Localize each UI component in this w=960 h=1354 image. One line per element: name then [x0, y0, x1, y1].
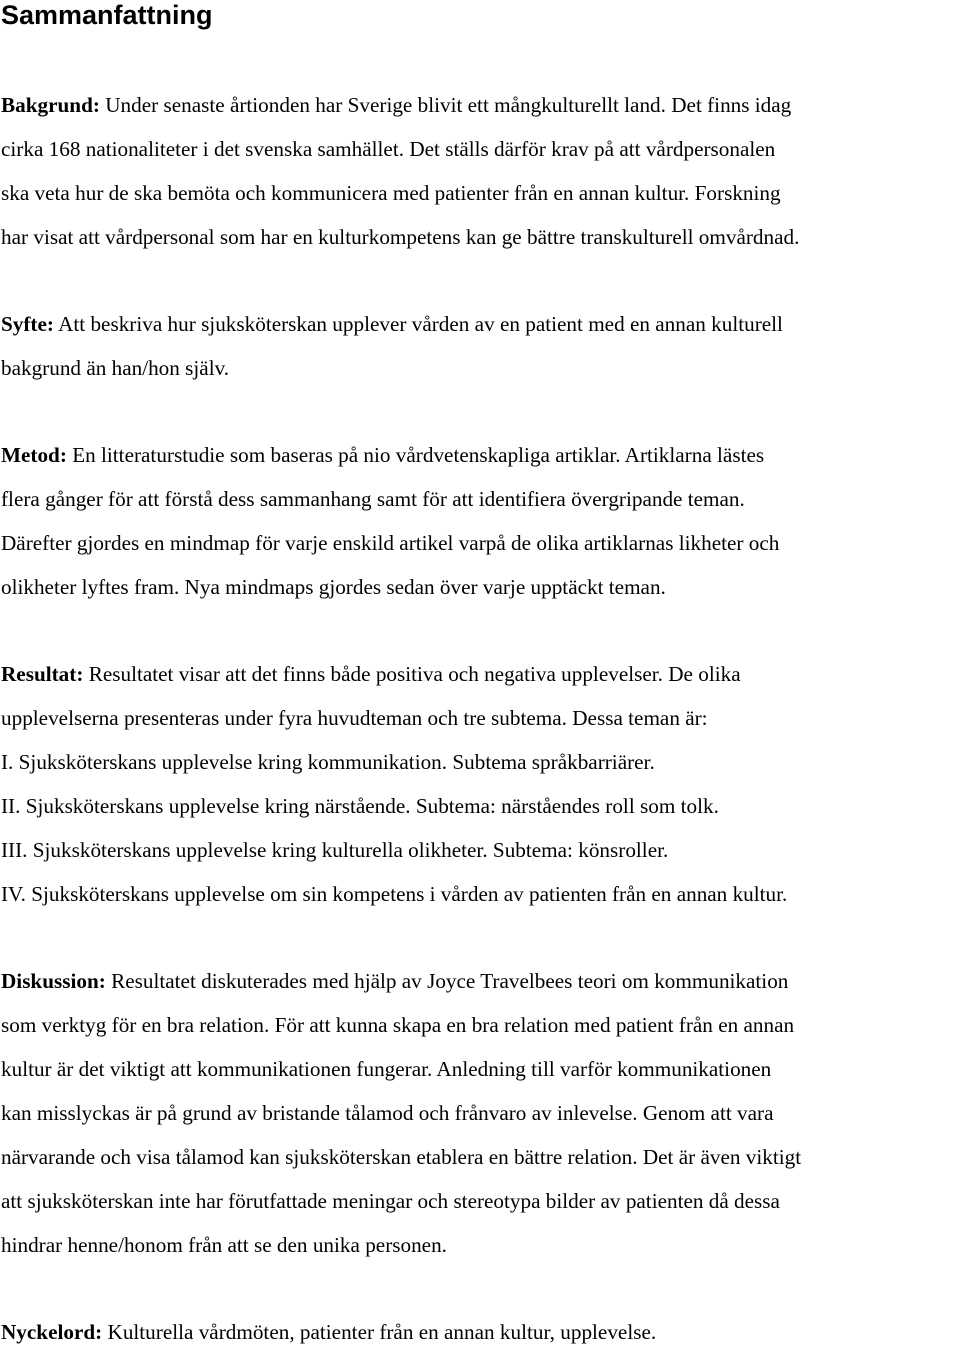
paragraph-line: flera gånger för att förstå dess sammanhang samt för att identifiera övergripande teman. [1, 487, 745, 511]
section-diskussion [1, 959, 960, 1267]
paragraph-line: kultur är det viktigt att kommunikationen fungerar. Anledning till varför kommunikationen [1, 1057, 772, 1081]
paragraph-line: kan misslyckas är på grund av bristande tålamod och frånvaro av inlevelse. Genom att vara [1, 1101, 774, 1125]
section-label: Syfte: [1, 312, 54, 336]
paragraph-line: Därefter gjordes en mindmap för varje enskild artikel varpå de olika artiklarnas likheter och [1, 531, 780, 555]
section-label: Metod: [1, 443, 67, 467]
paragraph-text: Resultatet diskuterades med hjälp av Joyce Travelbees teori om kommunikation [105, 969, 789, 993]
section-label: Diskussion: [1, 969, 106, 993]
section-label: Nyckelord: [1, 1320, 103, 1344]
section-label: Bakgrund: [1, 93, 100, 117]
paragraph-line: som verktyg för en bra relation. För att kunna skapa en bra relation med patient från en annan [1, 1013, 795, 1037]
paragraph-line: upplevelserna presenteras under fyra huvudteman och tre subtema. Dessa teman är: [1, 706, 708, 730]
spacer [1, 259, 960, 302]
paragraph-text: Kulturella vårdmöten, patienter från en annan kultur, upplevelse. [102, 1320, 657, 1344]
spacer [1, 916, 960, 959]
paragraph-line: hindrar henne/honom från att se den unika personen. [1, 1233, 447, 1257]
theme-item: I. Sjuksköterskans upplevelse kring kommunikation. Subtema språkbarriärer. [1, 750, 655, 774]
section-syfte [1, 302, 960, 390]
paragraph-line: bakgrund än han/hon själv. [1, 356, 230, 380]
paragraph-line: närvarande och visa tålamod kan sjuksköterskan etablera en bättre relation. Det är även viktigt [1, 1145, 802, 1169]
paragraph-line [1, 652, 960, 696]
theme-item: III. Sjuksköterskans upplevelse kring kulturella olikheter. Subtema: könsroller. [1, 838, 669, 862]
spacer [1, 1267, 960, 1310]
page-title: Sammanfattning [1, 0, 213, 30]
theme-item: II. Sjuksköterskans upplevelse kring närstående. Subtema: närståendes roll som tolk. [1, 794, 719, 818]
section-metod [1, 433, 960, 609]
paragraph-text: En litteraturstudie som baseras på nio vårdvetenskapliga artiklar. Artiklarna lästes [66, 443, 765, 467]
spacer [1, 390, 960, 433]
section-resultat [1, 652, 960, 916]
paragraph-line: ska veta hur de ska bemöta och kommunicera med patienter från en annan kultur. Forskning [1, 181, 781, 205]
theme-item: IV. Sjuksköterskans upplevelse om sin kompetens i vården av patienten från en annan kultur. [1, 882, 788, 906]
spacer [1, 609, 960, 652]
paragraph-line [1, 302, 960, 346]
paragraph-text: Resultatet visar att det finns både positiva och negativa upplevelser. De olika [83, 662, 741, 686]
paragraph-line [1, 433, 960, 477]
paragraph-line: olikheter lyftes fram. Nya mindmaps gjordes sedan över varje upptäckt teman. [1, 575, 666, 599]
paragraph-line [1, 1310, 960, 1354]
paragraph-text: Att beskriva hur sjuksköterskan upplever vården av en patient med en annan kulturell [53, 312, 783, 336]
paragraph-line: cirka 168 nationaliteter i det svenska samhället. Det ställs därför krav på att vårdpersonalen [1, 137, 776, 161]
spacer [1, 30, 960, 83]
section-label: Resultat: [1, 662, 84, 686]
paragraph-line [1, 83, 960, 127]
paragraph-text: Under senaste årtionden har Sverige blivit ett mångkulturellt land. Det finns idag [99, 93, 792, 117]
section-nyckelord [1, 1310, 960, 1354]
paragraph-line [1, 959, 960, 1003]
paragraph-line: har visat att vårdpersonal som har en kulturkompetens kan ge bättre transkulturell omvårdnad. [1, 225, 800, 249]
section-bakgrund [1, 83, 960, 259]
paragraph-line: att sjuksköterskan inte har förutfattade meningar och stereotypa bilder av patienten då dessa [1, 1189, 780, 1213]
